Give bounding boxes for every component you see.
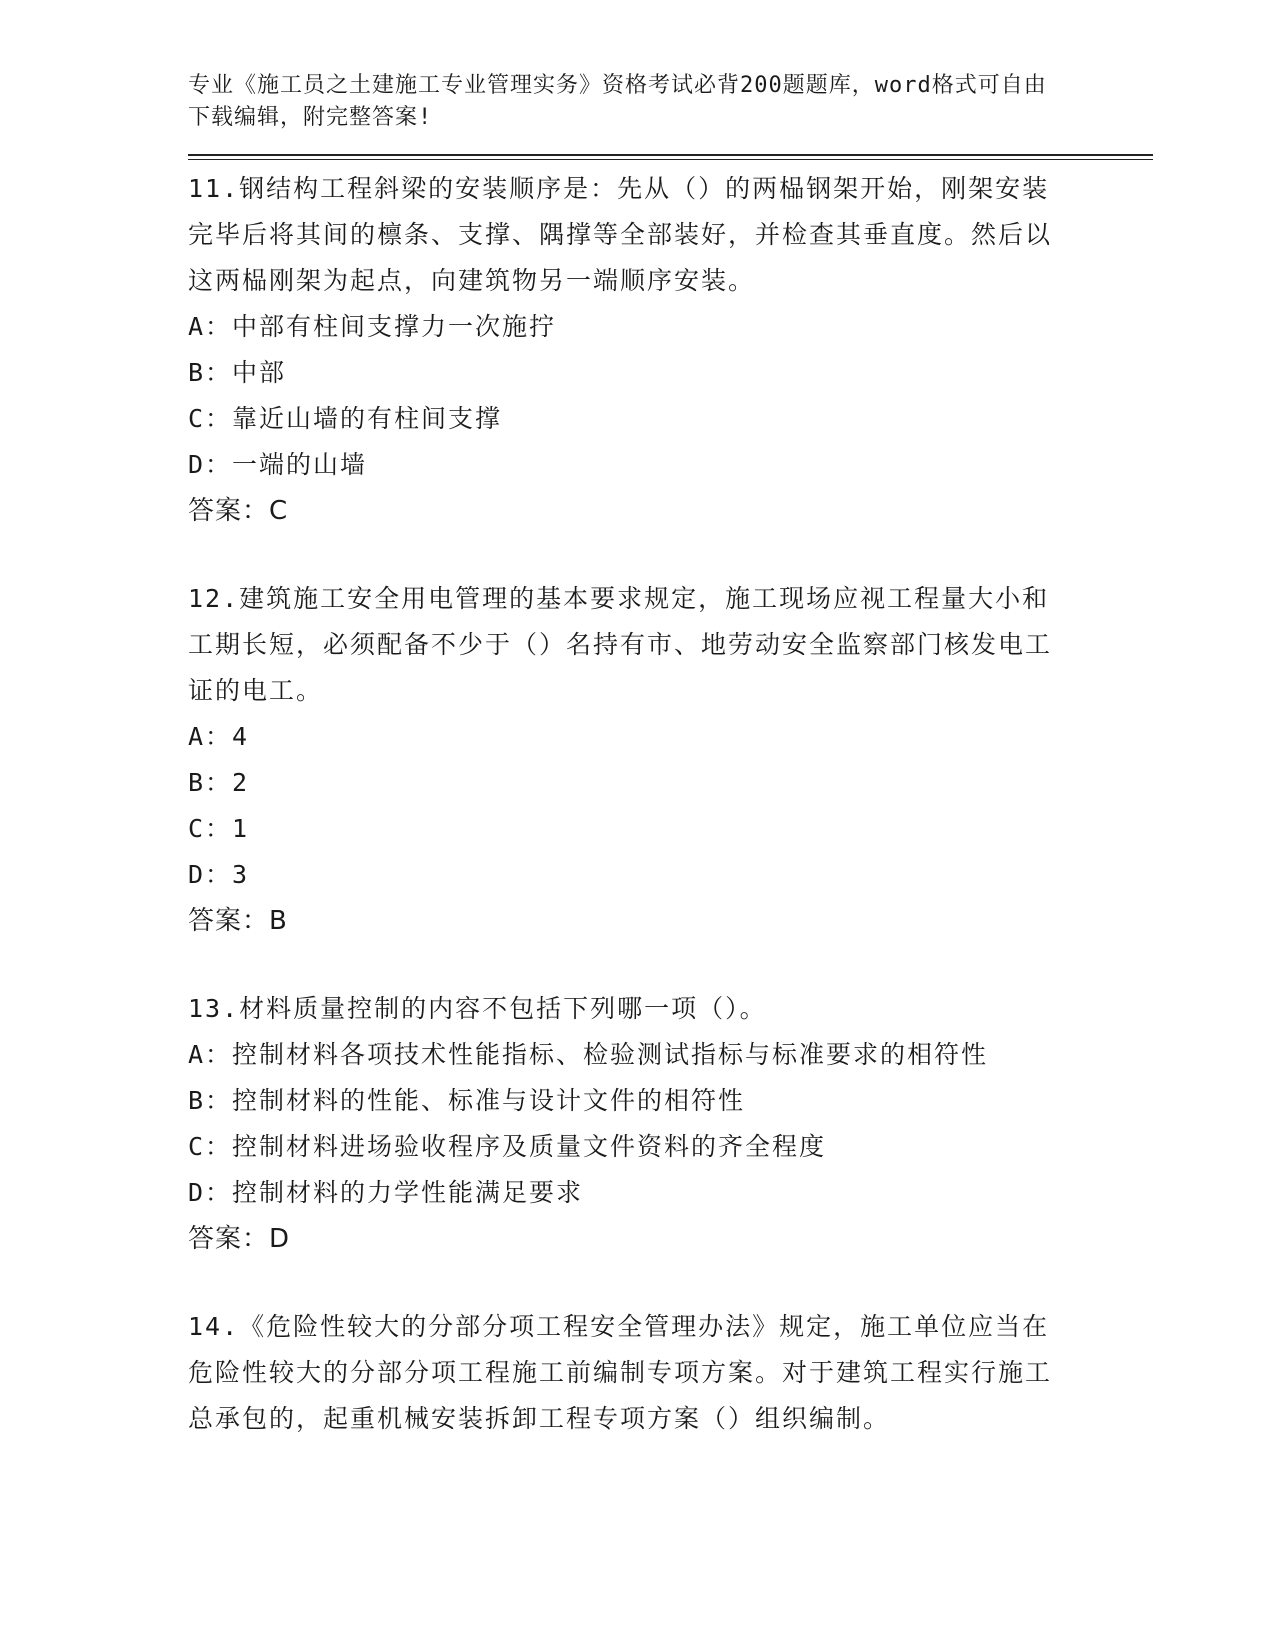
question-11 bbox=[188, 166, 1148, 534]
option-b: B：控制材料的性能、标准与设计文件的相符性 bbox=[188, 1086, 746, 1115]
question-14 bbox=[188, 1304, 1148, 1442]
question-text: 11.钢结构工程斜梁的安装顺序是：先从（）的两榀钢架开始，刚架安装完毕后将其间的檩条、支撑、隅撑等全部装好，并检查其垂直度。然后以这两榀刚架为起点，向建筑物另一端顺序安装。 bbox=[188, 174, 1053, 295]
document-header: 专业《施工员之土建施工专业管理实务》资格考试必背200题题库，word格式可自由下载编辑，附完整答案! bbox=[188, 73, 1047, 130]
question-12 bbox=[188, 576, 1148, 944]
option-d: D：一端的山墙 bbox=[188, 450, 368, 479]
option-b: B：2 bbox=[188, 768, 250, 797]
divider-thick-line bbox=[188, 154, 1153, 156]
option-c: C：控制材料进场验收程序及质量文件资料的齐全程度 bbox=[188, 1132, 827, 1161]
option-a: A：中部有柱间支撑力一次施拧 bbox=[188, 312, 557, 341]
option-a: A：4 bbox=[188, 722, 250, 751]
answer-label: 答案：D bbox=[188, 1224, 291, 1254]
answer-label: 答案：C bbox=[188, 496, 289, 526]
question-text: 14.《危险性较大的分部分项工程安全管理办法》规定，施工单位应当在危险性较大的分部分项工程施工前编制专项方案。对于建筑工程实行施工总承包的，起重机械安装拆卸工程专项方案（）组织编制。 bbox=[188, 1312, 1053, 1433]
option-c: C：靠近山墙的有柱间支撑 bbox=[188, 404, 503, 433]
option-c: C：1 bbox=[188, 814, 250, 843]
divider-thin-line bbox=[188, 159, 1153, 160]
header-divider bbox=[188, 154, 1153, 160]
document-page bbox=[188, 70, 1148, 1484]
option-b: B：中部 bbox=[188, 358, 287, 387]
answer-label: 答案：B bbox=[188, 906, 288, 936]
question-13 bbox=[188, 986, 1148, 1262]
option-a: A：控制材料各项技术性能指标、检验测试指标与标准要求的相符性 bbox=[188, 1040, 989, 1069]
question-list bbox=[188, 166, 1148, 1442]
question-text: 12.建筑施工安全用电管理的基本要求规定，施工现场应视工程量大小和工期长短，必须配备不少于（）名持有市、地劳动安全监察部门核发电工证的电工。 bbox=[188, 584, 1053, 705]
option-d: D：控制材料的力学性能满足要求 bbox=[188, 1178, 584, 1207]
option-d: D：3 bbox=[188, 860, 250, 889]
question-text: 13.材料质量控制的内容不包括下列哪一项（）。 bbox=[188, 994, 767, 1023]
